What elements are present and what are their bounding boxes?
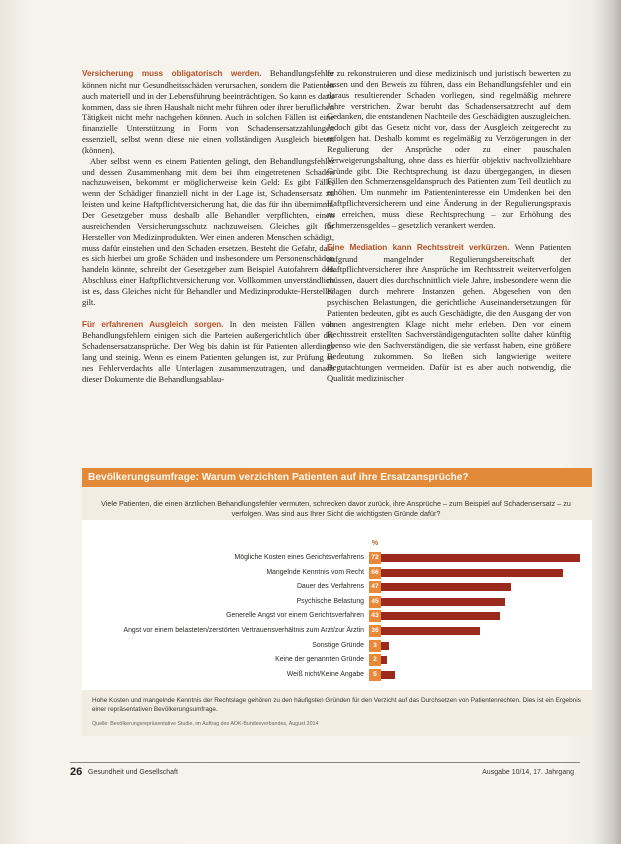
chart-row	[82, 640, 592, 652]
article-right-column	[327, 68, 571, 384]
chart-row	[82, 654, 592, 666]
chart-row	[82, 625, 592, 637]
bar-label: Psychische Belastung	[296, 597, 364, 605]
bar-label: Dauer des Verfahrens	[296, 583, 364, 591]
bar-label: Weiß nicht/Keine Angabe	[286, 670, 364, 678]
paragraph-text: In den meisten Fällen von Behandlungsfehlern einigen sich die Parteien außergerichtlich über die Schadensersatzansprüche. Der Weg bis dahin ist für Patienten allerdings lang und steinig. Wenn es einem Patienten gelungen ist, zur Prüfung se nes Fehlerverdachts alle Unterlagen zusammenzutragen, und danach dieser Dokumente die Behandlungsablau-	[82, 318, 334, 384]
paragraph	[82, 68, 334, 156]
bar	[381, 554, 580, 562]
page-footer	[70, 762, 580, 777]
chart-row	[82, 669, 592, 681]
bar-value-label: 72	[369, 552, 381, 564]
chart-row	[82, 567, 592, 579]
page-number: 26	[70, 766, 83, 778]
chart-title: Bevölkerungsumfrage: Warum verzichten Patienten auf ihre Ersatzansprüche?	[82, 468, 592, 487]
chart-footnote: Hohe Kosten und mangelnde Kenntnis der Rechtslage gehören zu den häufigsten Gründen für den Verzicht auf das Durchsetzen von Patientenrechten. Dies ist ein Ergebnis einer repräsentativen Bevölkerungsumfrage.	[92, 697, 581, 713]
chart-row	[82, 596, 592, 608]
paragraph-rubric: Versicherung muss obligatorisch werden.	[82, 69, 262, 78]
bar-value-label: 47	[369, 581, 381, 593]
bar-label: Sonstige Gründe	[312, 641, 364, 649]
bar-value-label: 5	[369, 669, 381, 681]
paragraph: fe zu rekonstruieren und diese medizinisch und juristisch bewerten zu lassen und den Beweis zu führen, dass ein Behandlungsfehler und ein daraus resultierender Schaden vorliegen, sind regelmäßig mehrere Jahre verstrichen. Zwar beruht das Schadensersatzrecht auf dem Gedanken, die entstandenen Nachteile des Geschädigten auszugleichen. Jedoch gibt das Gesetz nicht vor, dass der Ausgleich zeitgerecht zu erfolgen hat. Deshalb kommt es regelmäßig zu Verzögerungen in der Regulierung der Ansprüche oder zu einer pauschalen Verweigerungshaltung, ohne dass es hierfür objektiv nachvollziehbare Gründe gibt. Die Rechtsprechung ist dazu übergegangen, in diesen Fällen den Schmerzensgeldanspruch des Patienten zum Teil deutlich zu erhöhen. Um nunmehr im Patienteninteresse ein Umdenken bei den Haftpflichtversicherern und eine Änderung in der Regulierungspraxis zu erreichen, muss diese Rechtsprechung – zur Erhöhung des Schmerzensgeldes – gesetzlich verankert werden.	[327, 68, 571, 230]
bar-value-label: 66	[369, 567, 381, 579]
survey-chart	[82, 468, 592, 736]
bar-value-label: 36	[369, 625, 381, 637]
bar	[381, 583, 511, 591]
paragraph-text: Wenn Patienten aufgrund mangelnder Regulierungsbereitschaft der Haftpflichtversicherer ihre Ansprüche im Rechtsstreit weiterverfolgen müssen, dauert dies durchschnittlich viele Jahre, insbesondere wenn die Klagen durch mehrere Instanzen gehen. Abgesehen von den psychischen Belastungen, die gerichtliche Auseinandersetzungen für Patienten bedeuten, gibt es auch Geschädigte, die den Ausgang der von ihnen angestrengten Klage nicht mehr erleben. Den vor einem Rechtsstreit erstellten Sachverständigengutachten sollte daher künftig ebenso wie den Sachverständigen, die sie verfasst haben, eine größere Bedeutung zukommen. So ließen sich langwierige weitere Begutachtungen vermeiden. Dafür ist es aber auch notwendig, die Qualität medizinischer	[327, 241, 572, 383]
paragraph	[327, 242, 571, 384]
bar-value-label: 43	[369, 610, 381, 622]
bar	[381, 642, 389, 650]
bar-label: Mögliche Kosten eines Gerichtsverfahrens	[234, 554, 364, 561]
chart-row	[82, 610, 592, 622]
bar	[381, 627, 480, 635]
bar	[381, 612, 500, 620]
chart-row	[82, 581, 592, 593]
bar-label: Angst vor einem belasteten/zerstörten Vertrauensverhältnis zum Arzt/zur Ärztin	[123, 627, 364, 634]
chart-question: Viele Patienten, die einen ärztlichen Behandlungsfehler vermuten, schrecken davor zurück, ihre Ansprüche – zum Beispiel auf Schadensersatz – zu verfolgen. Was sind aus Ihrer Sicht die wichtigsten Gründe dafür?	[101, 499, 571, 518]
bar	[381, 671, 395, 679]
bar-label: Keine der genannten Gründe	[275, 656, 364, 664]
bar-value-label: 3	[369, 640, 381, 652]
bar-label: Mangelnde Kenntnis vom Recht	[266, 568, 364, 576]
page-edge-shadow	[593, 0, 621, 844]
bar	[381, 656, 387, 664]
paragraph-rubric: Für erfahrenen Ausgleich sorgen.	[82, 319, 224, 329]
paragraph-rubric: Eine Mediation kann Rechtsstreit verkürzen.	[327, 242, 510, 252]
paragraph-text: Behandlungsfehler können nicht nur Gesundheitsschäden verursachen, sondern die Patienten auch materiell und in der Lebensführung beeinträchtigen. So kann es dazu kommen, dass sie ihren Haushalt nicht mehr führen oder ihrer beruflichen Tätigkeit nicht mehr nachgehen können. Auch in solchen Fällen ist eine finanzielle Unterstützung in Form von Schadensersatzzahlungen essenziell, selbst wenn diese nie einen vollständigen Ausgleich bieten (können).	[82, 68, 334, 155]
bar-value-label: 2	[369, 654, 381, 666]
percent-header: %	[371, 540, 379, 547]
publication-name: Gesundheit und Gesellschaft	[88, 769, 178, 776]
chart-source: Quelle: Bevölkerungsrepräsentative Studie, im Auftrag des AOK-Bundesverbandes, August 2014	[92, 721, 319, 727]
bar-value-label: 45	[369, 596, 381, 608]
paragraph: Aber selbst wenn es einem Patienten gelingt, den Behandlungsfehler und dessen Zusammenhang mit dem bei ihm eingetretenen Schaden nachzuweisen, bekommt er möglicherweise kein Geld: Es gibt Fälle, wenn der Schädiger finanziell nicht in der Lage ist, Schadensersatz zu leisten und keine Haftpflichtversicherung hat, die das für ihn übernimmt. Der Gesetzgeber muss deshalb alle Behandler verpflichten, einen ausreichenden Versicherungsschutz nachzuweisen. Gleiches gilt für Hersteller von Medizinprodukten. Wer einen anderen Menschen schädigt, muss dafür einstehen und den Schaden ersetzen. Besteht die Gefahr, dass es sich hierbei um große Schäden und insbesondere um Personenschäden handeln könnte, schreibt der Gesetzgeber zum Beispiel Autofahrern den Abschluss einer Haftpflichtversicherung vor. Vollkommen unverständlich ist es, dass Gleiches nicht für Behandler und Medizinprodukte-Hersteller gilt.	[82, 155, 334, 307]
chart-row	[82, 552, 592, 564]
paragraph	[82, 319, 334, 385]
issue-info: Ausgabe 10/14, 17. Jahrgang	[482, 769, 574, 776]
article-left-column	[82, 68, 334, 385]
bar	[381, 598, 505, 606]
bar-label: Generelle Angst vor einem Gerichtsverfahren	[226, 612, 364, 620]
bar	[381, 569, 563, 577]
